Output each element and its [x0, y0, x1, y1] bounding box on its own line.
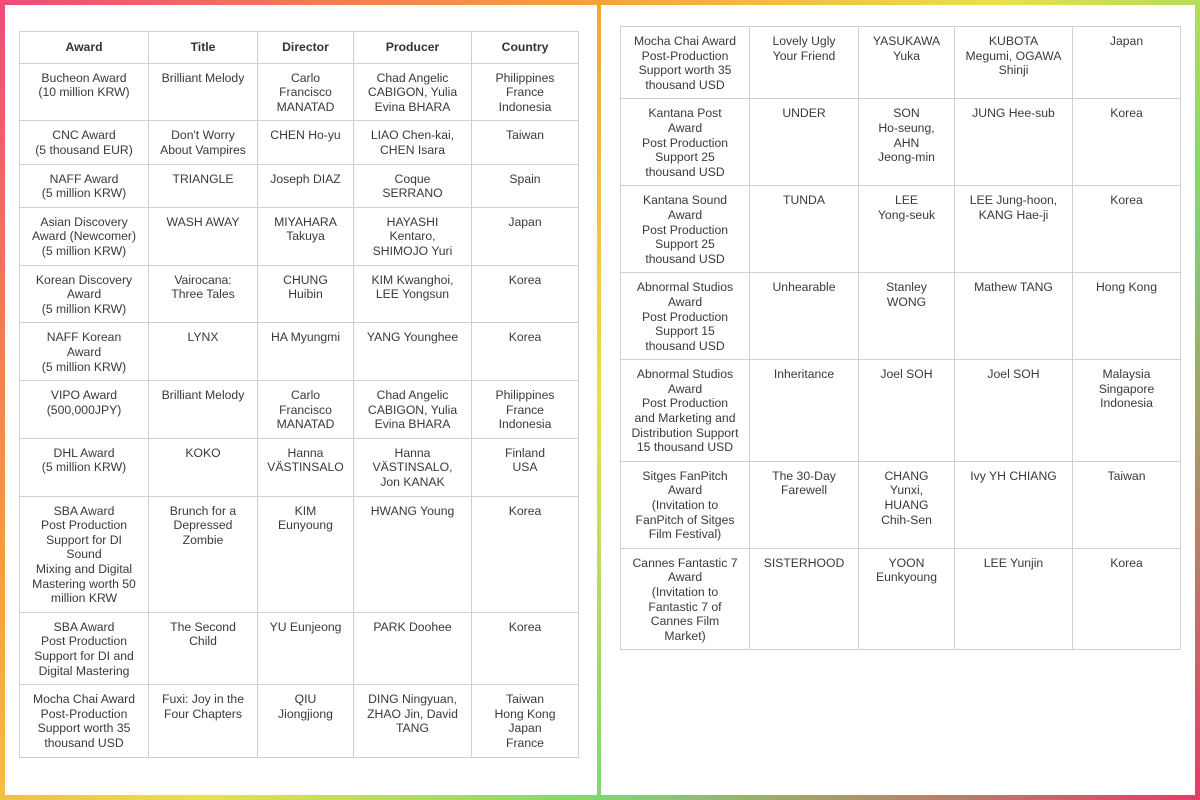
producer-cell: Hanna VÄSTINSALO, Jon KANAK — [354, 438, 472, 496]
award-cell: Cannes Fantastic 7 Award (Invitation to Fantastic 7 of Cannes Film Market) — [621, 548, 750, 650]
award-cell: VIPO Award (500,000JPY) — [20, 381, 149, 439]
title-cell: Lovely Ugly Your Friend — [750, 27, 859, 99]
award-cell: SBA Award Post Production Support for DI and Digital Mastering — [20, 612, 149, 684]
director-cell: CHUNG Huibin — [258, 265, 354, 323]
title-cell: UNDER — [750, 99, 859, 186]
title-cell: LYNX — [149, 323, 258, 381]
country-cell: Korea — [1073, 99, 1181, 186]
country-cell: Japan — [1073, 27, 1181, 99]
award-cell: Mocha Chai Award Post-Production Support worth 35 thousand USD — [20, 685, 149, 757]
table-row — [621, 548, 1181, 650]
director-cell: CHANG Yunxi, HUANG Chih-Sen — [859, 461, 955, 548]
award-cell: NAFF Korean Award (5 million KRW) — [20, 323, 149, 381]
producer-cell: Coque SERRANO — [354, 164, 472, 207]
table-row — [20, 63, 579, 121]
country-cell: Malaysia Singapore Indonesia — [1073, 360, 1181, 462]
header-award: Award — [20, 32, 149, 64]
award-cell: Bucheon Award (10 million KRW) — [20, 63, 149, 121]
producer-cell: LEE Jung-hoon, KANG Hae-ji — [955, 186, 1073, 273]
country-cell: Taiwan — [472, 121, 579, 164]
award-cell: SBA Award Post Production Support for DI Sound Mixing and Digital Mastering worth 50 million KRW — [20, 496, 149, 612]
country-cell: Korea — [472, 612, 579, 684]
table-row — [621, 273, 1181, 360]
table-row — [20, 438, 579, 496]
title-cell: Inheritance — [750, 360, 859, 462]
director-cell: Carlo Francisco MANATAD — [258, 63, 354, 121]
director-cell: SON Ho-seung, AHN Jeong-min — [859, 99, 955, 186]
director-cell: Stanley WONG — [859, 273, 955, 360]
title-cell: Brilliant Melody — [149, 63, 258, 121]
table-row — [621, 186, 1181, 273]
table-row — [20, 323, 579, 381]
title-cell: Brilliant Melody — [149, 381, 258, 439]
award-cell: Kantana Post Award Post Production Support 25 thousand USD — [621, 99, 750, 186]
director-cell: CHEN Ho-yu — [258, 121, 354, 164]
country-cell: Philippines France Indonesia — [472, 63, 579, 121]
director-cell: HA Myungmi — [258, 323, 354, 381]
left-page — [5, 5, 597, 795]
title-cell: SISTERHOOD — [750, 548, 859, 650]
table-row — [20, 496, 579, 612]
producer-cell: Mathew TANG — [955, 273, 1073, 360]
producer-cell: Chad Angelic CABIGON, Yulia Evina BHARA — [354, 63, 472, 121]
title-cell: The 30-Day Farewell — [750, 461, 859, 548]
right-page — [601, 5, 1195, 795]
header-title: Title — [149, 32, 258, 64]
header-row — [20, 32, 579, 64]
country-cell: Finland USA — [472, 438, 579, 496]
country-cell: Korea — [472, 323, 579, 381]
table-row — [621, 27, 1181, 99]
producer-cell: JUNG Hee-sub — [955, 99, 1073, 186]
title-cell: WASH AWAY — [149, 207, 258, 265]
producer-cell: KUBOTA Megumi, OGAWA Shinji — [955, 27, 1073, 99]
award-cell: Mocha Chai Award Post-Production Support worth 35 thousand USD — [621, 27, 750, 99]
director-cell: Carlo Francisco MANATAD — [258, 381, 354, 439]
title-cell: Fuxi: Joy in the Four Chapters — [149, 685, 258, 757]
producer-cell: LIAO Chen-kai, CHEN Isara — [354, 121, 472, 164]
header-director: Director — [258, 32, 354, 64]
table-row — [20, 685, 579, 757]
title-cell: KOKO — [149, 438, 258, 496]
director-cell: MIYAHARA Takuya — [258, 207, 354, 265]
country-cell: Hong Kong — [1073, 273, 1181, 360]
table-row — [20, 381, 579, 439]
country-cell: Korea — [472, 265, 579, 323]
header-producer: Producer — [354, 32, 472, 64]
director-cell: QIU Jiongjiong — [258, 685, 354, 757]
award-cell: Abnormal Studios Award Post Production Support 15 thousand USD — [621, 273, 750, 360]
producer-cell: DING Ningyuan, ZHAO Jin, David TANG — [354, 685, 472, 757]
country-cell: Taiwan — [1073, 461, 1181, 548]
director-cell: YASUKAWA Yuka — [859, 27, 955, 99]
table-row — [20, 121, 579, 164]
title-cell: The Second Child — [149, 612, 258, 684]
title-cell: Vairocana: Three Tales — [149, 265, 258, 323]
title-cell: TUNDA — [750, 186, 859, 273]
title-cell: Brunch for a Depressed Zombie — [149, 496, 258, 612]
title-cell: TRIANGLE — [149, 164, 258, 207]
producer-cell: PARK Doohee — [354, 612, 472, 684]
award-cell: Sitges FanPitch Award (Invitation to FanPitch of Sitges Film Festival) — [621, 461, 750, 548]
producer-cell: Joel SOH — [955, 360, 1073, 462]
table-row — [20, 164, 579, 207]
country-cell: Philippines France Indonesia — [472, 381, 579, 439]
producer-cell: LEE Yunjin — [955, 548, 1073, 650]
award-cell: DHL Award (5 million KRW) — [20, 438, 149, 496]
director-cell: KIM Eunyoung — [258, 496, 354, 612]
producer-cell: KIM Kwanghoi, LEE Yongsun — [354, 265, 472, 323]
award-cell: NAFF Award (5 million KRW) — [20, 164, 149, 207]
awards-table-left — [19, 31, 579, 758]
director-cell: YOON Eunkyoung — [859, 548, 955, 650]
director-cell: Joseph DIAZ — [258, 164, 354, 207]
producer-cell: Chad Angelic CABIGON, Yulia Evina BHARA — [354, 381, 472, 439]
table-row — [20, 265, 579, 323]
director-cell: LEE Yong-seuk — [859, 186, 955, 273]
award-cell: Abnormal Studios Award Post Production and Marketing and Distribution Support 15 thousand USD — [621, 360, 750, 462]
table-row — [621, 360, 1181, 462]
title-cell: Unhearable — [750, 273, 859, 360]
country-cell: Korea — [1073, 548, 1181, 650]
award-cell: Korean Discovery Award (5 million KRW) — [20, 265, 149, 323]
producer-cell: Ivy YH CHIANG — [955, 461, 1073, 548]
director-cell: Hanna VÄSTINSALO — [258, 438, 354, 496]
country-cell: Japan — [472, 207, 579, 265]
country-cell: Taiwan Hong Kong Japan France — [472, 685, 579, 757]
country-cell: Korea — [1073, 186, 1181, 273]
producer-cell: YANG Younghee — [354, 323, 472, 381]
award-cell: CNC Award (5 thousand EUR) — [20, 121, 149, 164]
award-cell: Asian Discovery Award (Newcomer) (5 million KRW) — [20, 207, 149, 265]
header-country: Country — [472, 32, 579, 64]
table-row — [20, 207, 579, 265]
awards-table-right — [620, 26, 1181, 650]
table-row — [20, 612, 579, 684]
producer-cell: HWANG Young — [354, 496, 472, 612]
director-cell: Joel SOH — [859, 360, 955, 462]
table-row — [621, 461, 1181, 548]
title-cell: Don't Worry About Vampires — [149, 121, 258, 164]
country-cell: Spain — [472, 164, 579, 207]
country-cell: Korea — [472, 496, 579, 612]
director-cell: YU Eunjeong — [258, 612, 354, 684]
table-row — [621, 99, 1181, 186]
award-cell: Kantana Sound Award Post Production Support 25 thousand USD — [621, 186, 750, 273]
producer-cell: HAYASHI Kentaro, SHIMOJO Yuri — [354, 207, 472, 265]
